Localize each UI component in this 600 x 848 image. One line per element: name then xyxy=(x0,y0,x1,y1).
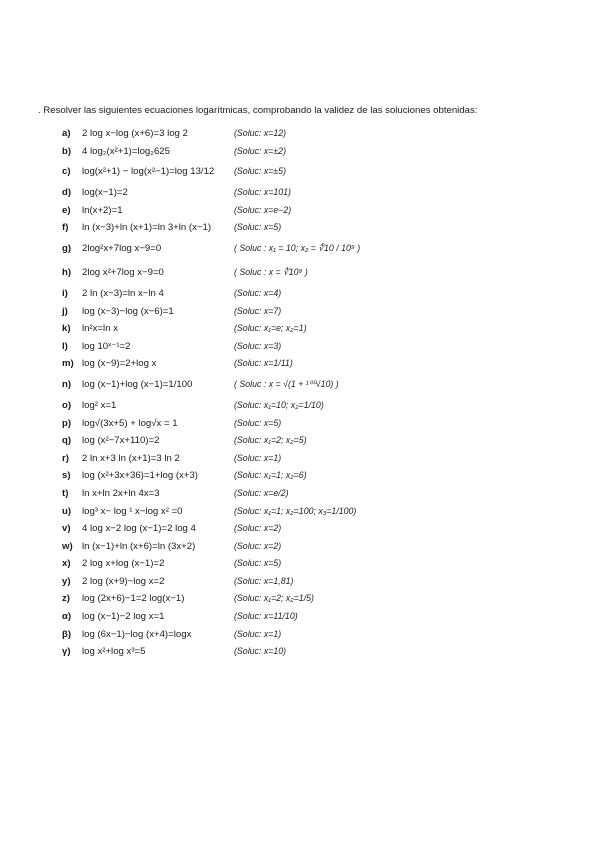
exercise-row xyxy=(62,486,582,504)
exercise-solution: (Soluc: x=4) xyxy=(234,287,282,298)
exercise-row xyxy=(62,468,582,486)
exercise-equation: 2 ln x+3 ln (x+1)=3 ln 2 xyxy=(82,452,180,464)
exercise-row xyxy=(62,144,582,162)
exercise-solution: (Soluc: x=±2) xyxy=(234,145,287,156)
exercise-row xyxy=(62,238,582,262)
exercise-row xyxy=(62,304,582,322)
exercise-row xyxy=(62,591,582,609)
exercise-equation: 2 log (x+9)−log x=2 xyxy=(82,575,165,587)
exercise-label: n) xyxy=(62,378,72,390)
exercise-solution: (Soluc: x=101) xyxy=(234,187,291,198)
exercise-solution: (Soluc: x=2) xyxy=(234,523,282,534)
exercise-label: z) xyxy=(62,593,70,605)
exercise-equation: ln²x=ln x xyxy=(82,323,118,335)
exercise-label: α) xyxy=(62,611,72,623)
exercise-label: w) xyxy=(62,540,73,552)
exercise-solution: (Soluc: x=5) xyxy=(234,222,282,233)
exercise-equation: log³ x− log ¹ x−log x² =0 xyxy=(82,505,183,517)
exercise-equation: log (x−1)−2 log x=1 xyxy=(82,611,165,623)
exercise-row xyxy=(62,220,582,238)
exercise-equation: log x²+log x³=5 xyxy=(82,646,146,658)
exercise-equation: ln (x−3)+ln (x+1)=ln 3+ln (x−1) xyxy=(82,222,212,234)
exercise-row xyxy=(62,574,582,592)
exercise-equation: 2log x²+7log x−9=0 xyxy=(82,266,164,278)
exercise-row xyxy=(62,262,582,286)
exercise-label: y) xyxy=(62,575,71,587)
exercise-label: γ) xyxy=(62,646,71,658)
exercise-equation: log (x−1)+log (x−1)=1/100 xyxy=(82,378,193,390)
exercise-row xyxy=(62,556,582,574)
exercise-solution: (Soluc: x₁=10; x₂=1/10) xyxy=(234,399,324,410)
exercise-row xyxy=(62,286,582,304)
exercise-label: b) xyxy=(62,145,72,157)
exercise-equation: 2log²x+7log x−9=0 xyxy=(82,242,162,254)
exercise-solution: (Soluc: x₁=2; x₂=1/5) xyxy=(234,593,314,604)
exercise-solution: (Soluc: x₁=1; x₂=6) xyxy=(234,470,307,481)
exercise-solution: (Soluc: x=10) xyxy=(234,646,287,657)
exercise-equation: 2 log x+log (x−1)=2 xyxy=(82,558,165,570)
exercise-row xyxy=(62,126,582,144)
exercise-solution: (Soluc: x=e−2) xyxy=(234,204,292,215)
exercise-row xyxy=(62,203,582,221)
exercise-equation: log 10ˣ⁻¹=2 xyxy=(82,340,131,352)
exercise-solution: (Soluc: x=1) xyxy=(234,452,282,463)
exercise-row xyxy=(62,627,582,645)
exercise-label: a) xyxy=(62,128,71,139)
exercise-equation: log (x−9)=2+log x xyxy=(82,358,157,370)
exercise-label: o) xyxy=(62,399,72,411)
exercise-row xyxy=(62,356,582,374)
exercise-equation: log (6x−1)−log (x+4)=logx xyxy=(82,628,192,640)
exercise-equation: log (2x+6)−1=2 log(x−1) xyxy=(82,593,185,605)
exercise-equation: 4 log x−2 log (x−1)=2 log 4 xyxy=(82,523,196,535)
instructions-text: . Resolver las siguientes ecuaciones logarítmicas, comprobando la validez de las soluciones obtenidas: xyxy=(38,105,478,116)
exercise-equation: log (x−3)−log (x−6)=1 xyxy=(82,305,174,317)
exercise-label: f) xyxy=(62,222,69,234)
exercise-solution: (Soluc: x=5) xyxy=(234,417,282,428)
exercise-equation: log√(3x+5) + log√x = 1 xyxy=(82,417,178,429)
exercise-row xyxy=(62,521,582,539)
exercise-equation: 4 log₂(x²+1)=log₂625 xyxy=(82,145,170,157)
exercise-label: i) xyxy=(62,287,68,299)
exercise-solution: (Soluc: x=1) xyxy=(234,628,282,639)
exercise-row xyxy=(62,433,582,451)
exercise-solution: (Soluc: x₁=2; x₂=5) xyxy=(234,435,307,446)
exercise-equation: 2 log x−log (x+6)=3 log 2 xyxy=(82,128,188,139)
exercise-row xyxy=(62,321,582,339)
exercise-label: l) xyxy=(62,340,68,352)
exercise-solution: (Soluc: x₁=e; x₂=1) xyxy=(234,323,307,334)
exercise-solution: ( Soluc : x = √(1 + ¹⁰⁰√10) ) xyxy=(234,378,339,389)
exercise-label: j) xyxy=(62,305,68,317)
exercise-solution: (Soluc: x=7) xyxy=(234,305,282,316)
exercise-equation: log(x²+1) − log(x²−1)=log 13/12 xyxy=(82,166,215,178)
exercise-row xyxy=(62,644,582,662)
exercise-label: c) xyxy=(62,166,71,178)
exercise-label: u) xyxy=(62,505,72,517)
exercise-solution: (Soluc: x=±5) xyxy=(234,166,287,177)
exercise-label: h) xyxy=(62,266,72,278)
exercise-label: g) xyxy=(62,242,72,254)
exercise-equation: log (x²+3x+36)=1+log (x+3) xyxy=(82,470,198,482)
exercise-row xyxy=(62,161,582,185)
exercise-solution: (Soluc: x=e/2) xyxy=(234,487,289,498)
exercise-label: v) xyxy=(62,523,71,535)
exercise-row xyxy=(62,185,582,203)
exercise-solution: (Soluc: x=1,81) xyxy=(234,575,294,586)
exercise-solution: ( Soluc : x₁ = 10; x₂ = ∜10 / 10⁹ ) xyxy=(234,242,361,253)
exercise-equation: log (x²−7x+110)=2 xyxy=(82,435,160,447)
exercise-solution: ( Soluc : x = ∜10⁹ ) xyxy=(234,266,308,277)
exercise-equation: log² x=1 xyxy=(82,399,117,411)
exercise-equation: ln x+ln 2x+ln 4x=3 xyxy=(82,487,160,499)
exercise-equation: log(x−1)=2 xyxy=(82,187,128,199)
exercise-row xyxy=(62,609,582,627)
exercise-label: e) xyxy=(62,204,71,216)
exercise-list xyxy=(62,126,582,662)
exercise-label: q) xyxy=(62,435,72,447)
exercise-solution: (Soluc: x=12) xyxy=(234,128,287,138)
exercise-equation: ln (x−1)+ln (x+6)=ln (3x+2) xyxy=(82,540,196,552)
exercise-solution: (Soluc: x=11/10) xyxy=(234,611,298,622)
exercise-solution: (Soluc: x=3) xyxy=(234,340,282,351)
exercise-row xyxy=(62,416,582,434)
exercise-label: β) xyxy=(62,628,72,640)
exercise-equation: ln(x+2)=1 xyxy=(82,204,123,216)
exercise-label: p) xyxy=(62,417,72,429)
exercise-row xyxy=(62,398,582,416)
exercise-solution: (Soluc: x=2) xyxy=(234,540,282,551)
exercise-row xyxy=(62,339,582,357)
exercise-solution: (Soluc: x₁=1; x₂=100; x₃=1/100) xyxy=(234,505,357,516)
exercise-equation: 2 ln (x−3)=ln x−ln 4 xyxy=(82,287,164,299)
exercise-label: d) xyxy=(62,187,72,199)
exercise-solution: (Soluc: x=5) xyxy=(234,558,282,569)
exercise-row xyxy=(62,451,582,469)
exercise-label: r) xyxy=(62,452,69,464)
exercise-row xyxy=(62,539,582,557)
exercise-label: k) xyxy=(62,323,71,335)
exercise-label: t) xyxy=(62,487,69,499)
exercise-label: x) xyxy=(62,558,71,570)
exercise-solution: (Soluc: x=1/11) xyxy=(234,358,293,369)
exercise-row xyxy=(62,504,582,522)
exercise-row xyxy=(62,374,582,398)
exercise-label: s) xyxy=(62,470,71,482)
exercise-label: m) xyxy=(62,358,74,370)
